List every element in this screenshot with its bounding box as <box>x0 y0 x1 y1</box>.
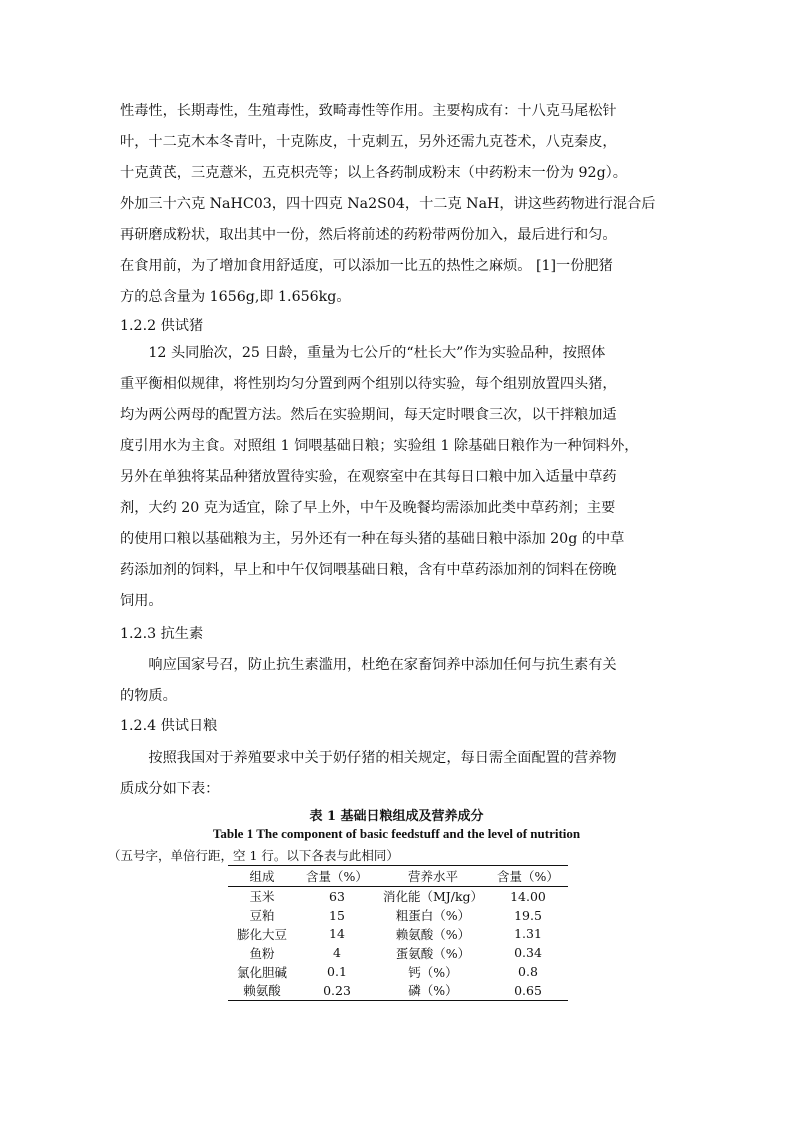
table-cell: 0.8 <box>518 964 538 980</box>
table-cell: 蛋氨酸（%） <box>395 945 471 961</box>
table-row <box>228 906 568 925</box>
text-line: 外加三十六克 NaHC03，四十四克 Na2S04，十二克 NaH，讲这些药物进行混合后 <box>120 196 656 212</box>
text-line: 叶，十二克木本冬青叶，十克陈皮，十克刺五，另外还需九克苍术，八克秦皮， <box>120 134 617 150</box>
text-line: 饲用。 <box>120 593 163 609</box>
table-cell: 氯化胆碱 <box>236 964 287 980</box>
table-row <box>228 962 568 981</box>
table-header-row <box>228 866 568 887</box>
table-cell: 粗蛋白（%） <box>395 908 471 924</box>
table-cell: 0.34 <box>514 945 542 961</box>
table-caption-english: Table 1 The component of basic feedstuff and the level of nutrition <box>212 826 581 841</box>
table-cell: 19.5 <box>514 907 542 923</box>
nutrition-table <box>228 865 568 1001</box>
table-row <box>228 887 568 906</box>
table-cell: 0.1 <box>327 964 347 980</box>
table-cell: 14 <box>329 926 345 942</box>
table-cell: 4 <box>333 945 341 961</box>
text-line: 在食用前，为了增加食用舒适度，可以添加一比五的热性之麻烦。 [1]一份肥猪 <box>120 258 613 274</box>
header-content: 含量（%） <box>296 866 378 887</box>
table-cell: 15 <box>329 907 345 923</box>
text-line: 12 头同胎次，25 日龄，重量为七公斤的“杜长大”作为实验品种，按照体 <box>120 345 606 361</box>
header-content: 含量（%） <box>488 866 568 887</box>
table-cell: 0.23 <box>296 981 378 1000</box>
text-line: 另外在单独将某品种猪放置待实验，在观察室中在其每日口粮中加入适量中草药 <box>120 469 617 485</box>
table-cell: 14.00 <box>510 888 546 904</box>
header-composition: 组成 <box>228 866 296 887</box>
section-heading-1-2-4: 1.2.4 供试日粮 <box>120 718 218 734</box>
text-line: 度引用水为主食。对照组 1 饲喂基础日粮；实验组 1 除基础日粮作为一种饲料外， <box>120 438 639 454</box>
section-heading-1-2-3: 1.2.3 抗生素 <box>120 626 204 642</box>
text-line: 的物质。 <box>120 688 177 704</box>
text-line: 重平衡相似规律，将性别均匀分置到两个组别以待实验，每个组别放置四头猪， <box>120 376 617 392</box>
table-row <box>228 925 568 944</box>
paragraph-formula <box>120 96 680 313</box>
paragraph-diet <box>120 743 680 805</box>
table-cell: 钙（%） <box>408 964 458 980</box>
section-heading-1-2-2: 1.2.2 供试猪 <box>120 318 204 334</box>
paragraph-antibiotics <box>120 650 680 712</box>
table-row <box>228 981 568 1000</box>
text-line: 均为两公两母的配置方法。然后在实验期间，每天定时喂食三次，以干拌粮加适 <box>120 407 617 423</box>
paragraph-test-pigs <box>120 338 680 617</box>
table-cell: 膨化大豆 <box>236 926 287 942</box>
table-cell: 消化能（MJ/kg） <box>382 889 484 905</box>
header-nutrition-level: 营养水平 <box>378 866 488 887</box>
text-line: 质成分如下表： <box>120 781 220 797</box>
text-line: 剂，大约 20 克为适宜，除了早上外，中午及晚餐均需添加此类中草药剂；主要 <box>120 500 616 516</box>
text-line: 方的总含量为 1656g,即 1.656kg。 <box>120 289 351 305</box>
text-line: 十克黄芪，三克薏米，五克枳壳等；以上各药制成粉末（中药粉末一份为 92g）。 <box>120 165 627 181</box>
text-line: 药添加剂的饲料，早上和中午仅饲喂基础日粮，含有中草药添加剂的饲料在傍晚 <box>120 562 617 578</box>
text-line: 的使用口粮以基础粮为主，另外还有一种在每头猪的基础日粮中添加 20g 的中草 <box>120 531 625 547</box>
table-cell: 赖氨酸 <box>228 981 296 1000</box>
table-cell: 赖氨酸（%） <box>395 926 471 942</box>
table-format-note: （五号字，单倍行距，空 1 行。以下各表与此相同） <box>108 848 399 863</box>
table-row <box>228 943 568 962</box>
table-caption-chinese: 表 1 基础日粮组成及营养成分 <box>309 809 484 824</box>
text-line: 按照我国对于养殖要求中关于奶仔猪的相关规定，每日需全面配置的营养物 <box>120 750 617 766</box>
text-line: 性毒性，长期毒性，生殖毒性，致畸毒性等作用。主要构成有：十八克马尾松针 <box>120 103 617 119</box>
table-cell: 1.31 <box>514 926 542 942</box>
table-cell: 豆粕 <box>249 908 275 924</box>
text-line: 响应国家号召，防止抗生素滥用，杜绝在家畜饲养中添加任何与抗生素有关 <box>120 657 617 673</box>
table-cell: 63 <box>329 888 345 904</box>
table-cell: 磷（%） <box>378 981 488 1000</box>
table-cell: 鱼粉 <box>249 945 275 961</box>
text-line: 再研磨成粉状，取出其中一份，然后将前述的药粉带两份加入，最后进行和匀。 <box>120 227 617 243</box>
table-cell: 玉米 <box>249 889 275 905</box>
table-cell: 0.65 <box>488 981 568 1000</box>
